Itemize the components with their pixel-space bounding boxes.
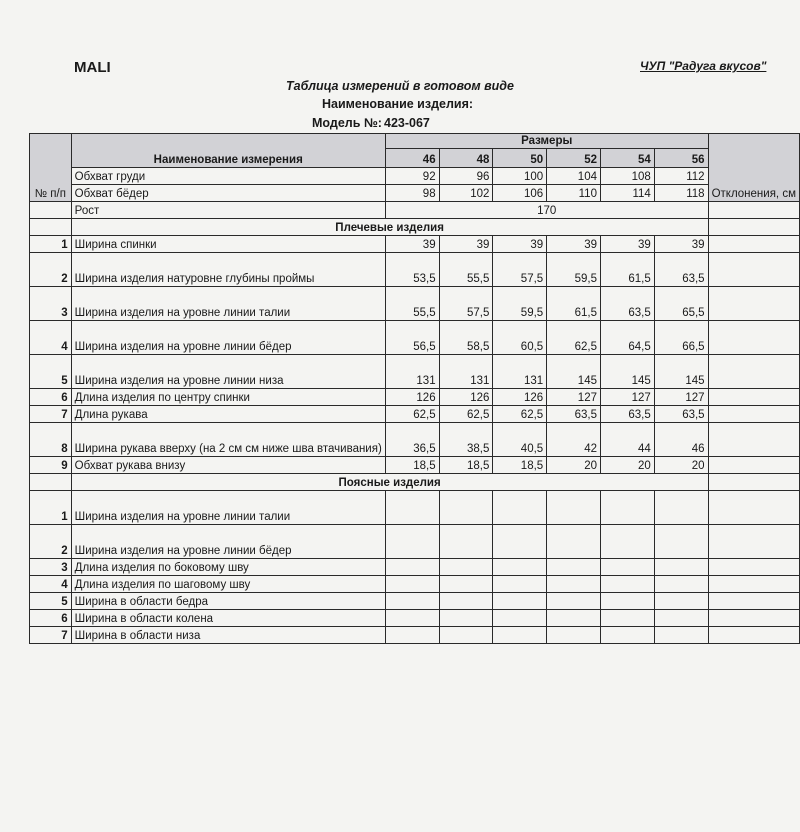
column-header-name: Наименование измерения bbox=[71, 134, 385, 168]
measurement-value: 57,5 bbox=[493, 253, 547, 287]
measurement-value: 18,5 bbox=[385, 457, 439, 474]
table-row bbox=[30, 185, 800, 202]
measurement-value: 18,5 bbox=[439, 457, 493, 474]
product-name-label: Наименование изделия: bbox=[322, 97, 474, 111]
measurement-value bbox=[385, 559, 439, 576]
row-number: 7 bbox=[30, 406, 72, 423]
table-row bbox=[30, 610, 800, 627]
measurement-value: 131 bbox=[439, 355, 493, 389]
chest-value: 92 bbox=[385, 168, 439, 185]
table-row bbox=[30, 525, 800, 559]
table-row bbox=[30, 576, 800, 593]
measurement-value bbox=[493, 593, 547, 610]
measurement-value: 127 bbox=[547, 389, 601, 406]
measurement-name: Длина изделия по центру спинки bbox=[71, 389, 385, 406]
measurement-name: Ширина в области колена bbox=[71, 610, 385, 627]
measurement-value: 63,5 bbox=[547, 406, 601, 423]
deviation-cell bbox=[708, 593, 799, 610]
measurement-value: 39 bbox=[600, 236, 654, 253]
measurement-table bbox=[29, 133, 800, 644]
chest-value: 104 bbox=[547, 168, 601, 185]
measurement-value bbox=[547, 491, 601, 525]
table-row bbox=[30, 219, 800, 236]
measurement-value: 64,5 bbox=[600, 321, 654, 355]
measurement-value: 59,5 bbox=[547, 253, 601, 287]
row-number: 2 bbox=[30, 525, 72, 559]
deviation-cell bbox=[708, 287, 799, 321]
deviation-cell bbox=[708, 219, 799, 236]
measurement-value: 39 bbox=[385, 236, 439, 253]
measurement-value bbox=[600, 525, 654, 559]
measurement-value bbox=[439, 610, 493, 627]
measurement-value bbox=[439, 593, 493, 610]
deviation-cell bbox=[708, 627, 799, 644]
row-number: 1 bbox=[30, 236, 72, 253]
hips-value: 106 bbox=[493, 185, 547, 202]
deviation-cell bbox=[708, 525, 799, 559]
deviation-cell bbox=[708, 576, 799, 593]
measurement-value: 62,5 bbox=[439, 406, 493, 423]
measurement-name: Ширина изделия на уровне линии талии bbox=[71, 287, 385, 321]
measurement-value bbox=[439, 627, 493, 644]
measurement-value bbox=[493, 627, 547, 644]
measurement-name: Ширина изделия на уровне линии талии bbox=[71, 491, 385, 525]
company-name: ЧУП "Радуга вкусов" bbox=[640, 59, 767, 73]
table-row bbox=[30, 457, 800, 474]
measurement-value bbox=[600, 576, 654, 593]
size-header: 56 bbox=[654, 149, 708, 168]
row-number: 2 bbox=[30, 253, 72, 287]
measurement-value: 63,5 bbox=[654, 406, 708, 423]
measurement-value bbox=[493, 525, 547, 559]
measurement-value bbox=[654, 593, 708, 610]
height-value: 170 bbox=[385, 202, 708, 219]
measurement-value: 63,5 bbox=[654, 253, 708, 287]
measurement-value bbox=[654, 525, 708, 559]
measurement-value bbox=[385, 491, 439, 525]
size-header: 48 bbox=[439, 149, 493, 168]
measurement-value bbox=[547, 593, 601, 610]
row-number: 5 bbox=[30, 593, 72, 610]
row-number: 4 bbox=[30, 321, 72, 355]
measurement-value: 36,5 bbox=[385, 423, 439, 457]
measurement-value: 44 bbox=[600, 423, 654, 457]
measurement-value: 145 bbox=[654, 355, 708, 389]
deviation-cell bbox=[708, 457, 799, 474]
deviation-cell bbox=[708, 423, 799, 457]
table-row bbox=[30, 134, 800, 149]
measurement-value bbox=[654, 610, 708, 627]
deviation-cell bbox=[708, 202, 799, 219]
measurement-value bbox=[654, 576, 708, 593]
measurement-value bbox=[385, 627, 439, 644]
table-cell bbox=[30, 219, 72, 236]
size-header: 50 bbox=[493, 149, 547, 168]
measurement-value bbox=[493, 559, 547, 576]
brand-name: MALI bbox=[74, 59, 111, 76]
measurement-value bbox=[493, 610, 547, 627]
measurement-value: 20 bbox=[547, 457, 601, 474]
column-header-sizes: Размеры bbox=[385, 134, 708, 149]
chest-value: 108 bbox=[600, 168, 654, 185]
row-number: 1 bbox=[30, 491, 72, 525]
measurement-value: 65,5 bbox=[654, 287, 708, 321]
measurement-value: 63,5 bbox=[600, 287, 654, 321]
measurement-value bbox=[547, 576, 601, 593]
deviation-cell bbox=[708, 406, 799, 423]
table-row bbox=[30, 474, 800, 491]
measurement-value: 55,5 bbox=[439, 253, 493, 287]
measurement-value: 39 bbox=[439, 236, 493, 253]
table-row bbox=[30, 202, 800, 219]
measurement-value: 66,5 bbox=[654, 321, 708, 355]
hips-value: 102 bbox=[439, 185, 493, 202]
deviation-cell bbox=[708, 610, 799, 627]
deviation-cell bbox=[708, 491, 799, 525]
measurement-value: 60,5 bbox=[493, 321, 547, 355]
measurement-value: 127 bbox=[654, 389, 708, 406]
deviation-cell bbox=[708, 559, 799, 576]
model-label: Модель №: bbox=[312, 116, 382, 130]
row-number: 4 bbox=[30, 576, 72, 593]
measurement-value bbox=[600, 627, 654, 644]
chest-value: 100 bbox=[493, 168, 547, 185]
deviation-cell bbox=[708, 474, 799, 491]
measurement-value: 39 bbox=[493, 236, 547, 253]
measurement-value bbox=[493, 491, 547, 525]
measurement-value: 59,5 bbox=[493, 287, 547, 321]
measurement-value: 39 bbox=[547, 236, 601, 253]
table-row bbox=[30, 168, 800, 185]
measurement-value bbox=[439, 576, 493, 593]
table-row bbox=[30, 236, 800, 253]
measurement-value bbox=[547, 610, 601, 627]
column-header-number: № п/п bbox=[30, 134, 72, 202]
table-row bbox=[30, 389, 800, 406]
measurement-value: 145 bbox=[547, 355, 601, 389]
measurement-value: 145 bbox=[600, 355, 654, 389]
measurement-name: Ширина изделия на уровне линии бёдер bbox=[71, 321, 385, 355]
measurement-name: Ширина в области бедра bbox=[71, 593, 385, 610]
measurement-name: Ширина в области низа bbox=[71, 627, 385, 644]
measurement-name: Длина рукава bbox=[71, 406, 385, 423]
section-title-waist: Поясные изделия bbox=[71, 474, 708, 491]
measurement-value: 39 bbox=[654, 236, 708, 253]
measurement-value bbox=[493, 576, 547, 593]
row-label-chest: Обхват груди bbox=[71, 168, 385, 185]
measurement-value: 63,5 bbox=[600, 406, 654, 423]
deviation-cell bbox=[708, 253, 799, 287]
table-row bbox=[30, 321, 800, 355]
measurement-value: 55,5 bbox=[385, 287, 439, 321]
table-cell bbox=[30, 202, 72, 219]
model-number: 423-067 bbox=[384, 116, 430, 130]
measurement-name: Длина изделия по шаговому шву bbox=[71, 576, 385, 593]
measurement-table-body bbox=[30, 134, 800, 644]
measurement-value bbox=[439, 525, 493, 559]
table-row bbox=[30, 355, 800, 389]
deviation-cell bbox=[708, 321, 799, 355]
table-row bbox=[30, 406, 800, 423]
chest-value: 112 bbox=[654, 168, 708, 185]
table-row bbox=[30, 491, 800, 525]
table-row bbox=[30, 423, 800, 457]
table-row bbox=[30, 253, 800, 287]
measurement-name: Ширина изделия на уровне линии низа bbox=[71, 355, 385, 389]
size-header: 54 bbox=[600, 149, 654, 168]
row-number: 6 bbox=[30, 610, 72, 627]
measurement-value: 53,5 bbox=[385, 253, 439, 287]
measurement-value: 126 bbox=[493, 389, 547, 406]
deviation-cell bbox=[708, 236, 799, 253]
measurement-value bbox=[654, 491, 708, 525]
measurement-value bbox=[439, 559, 493, 576]
measurement-name: Обхват рукава внизу bbox=[71, 457, 385, 474]
measurement-value: 61,5 bbox=[600, 253, 654, 287]
measurement-value: 42 bbox=[547, 423, 601, 457]
hips-value: 118 bbox=[654, 185, 708, 202]
measurement-value bbox=[600, 491, 654, 525]
measurement-value bbox=[654, 627, 708, 644]
hips-value: 110 bbox=[547, 185, 601, 202]
measurement-value: 46 bbox=[654, 423, 708, 457]
table-row bbox=[30, 559, 800, 576]
measurement-value: 62,5 bbox=[385, 406, 439, 423]
measurement-name: Ширина изделия на уровне линии бёдер bbox=[71, 525, 385, 559]
row-label-height: Рост bbox=[71, 202, 385, 219]
document-title: Таблица измерений в готовом виде bbox=[286, 79, 514, 93]
measurement-value: 127 bbox=[600, 389, 654, 406]
measurement-value bbox=[547, 559, 601, 576]
table-row bbox=[30, 627, 800, 644]
measurement-name: Ширина спинки bbox=[71, 236, 385, 253]
row-number: 9 bbox=[30, 457, 72, 474]
table-row bbox=[30, 593, 800, 610]
measurement-value bbox=[547, 525, 601, 559]
row-number: 7 bbox=[30, 627, 72, 644]
measurement-value bbox=[547, 627, 601, 644]
measurement-value: 131 bbox=[385, 355, 439, 389]
measurement-value bbox=[654, 559, 708, 576]
table-cell bbox=[30, 474, 72, 491]
measurement-value: 57,5 bbox=[439, 287, 493, 321]
measurement-value bbox=[600, 593, 654, 610]
measurement-value: 20 bbox=[600, 457, 654, 474]
row-label-hips: Обхват бёдер bbox=[71, 185, 385, 202]
measurement-value: 20 bbox=[654, 457, 708, 474]
chest-value: 96 bbox=[439, 168, 493, 185]
measurement-value: 62,5 bbox=[493, 406, 547, 423]
measurement-value bbox=[385, 576, 439, 593]
deviation-cell bbox=[708, 355, 799, 389]
measurement-name: Длина изделия по боковому шву bbox=[71, 559, 385, 576]
measurement-value: 18,5 bbox=[493, 457, 547, 474]
measurement-value bbox=[439, 491, 493, 525]
measurement-value bbox=[600, 559, 654, 576]
measurement-value bbox=[385, 593, 439, 610]
column-header-deviation: Отклонения, см bbox=[708, 134, 799, 202]
size-header: 46 bbox=[385, 149, 439, 168]
row-number: 3 bbox=[30, 559, 72, 576]
measurement-value: 126 bbox=[439, 389, 493, 406]
measurement-value bbox=[385, 525, 439, 559]
measurement-value: 61,5 bbox=[547, 287, 601, 321]
measurement-value: 62,5 bbox=[547, 321, 601, 355]
hips-value: 98 bbox=[385, 185, 439, 202]
row-number: 6 bbox=[30, 389, 72, 406]
measurement-value: 58,5 bbox=[439, 321, 493, 355]
size-header: 52 bbox=[547, 149, 601, 168]
measurement-value bbox=[385, 610, 439, 627]
row-number: 5 bbox=[30, 355, 72, 389]
measurement-value: 131 bbox=[493, 355, 547, 389]
measurement-name: Ширина рукава вверху (на 2 см см ниже шва втачивания) bbox=[71, 423, 385, 457]
measurement-value bbox=[600, 610, 654, 627]
row-number: 3 bbox=[30, 287, 72, 321]
deviation-cell bbox=[708, 389, 799, 406]
measurement-value: 38,5 bbox=[439, 423, 493, 457]
hips-value: 114 bbox=[600, 185, 654, 202]
section-title-shoulder: Плечевые изделия bbox=[71, 219, 708, 236]
measurement-value: 40,5 bbox=[493, 423, 547, 457]
measurement-value: 126 bbox=[385, 389, 439, 406]
measurement-value: 56,5 bbox=[385, 321, 439, 355]
table-row bbox=[30, 287, 800, 321]
row-number: 8 bbox=[30, 423, 72, 457]
measurement-name: Ширина изделия натуровне глубины проймы bbox=[71, 253, 385, 287]
